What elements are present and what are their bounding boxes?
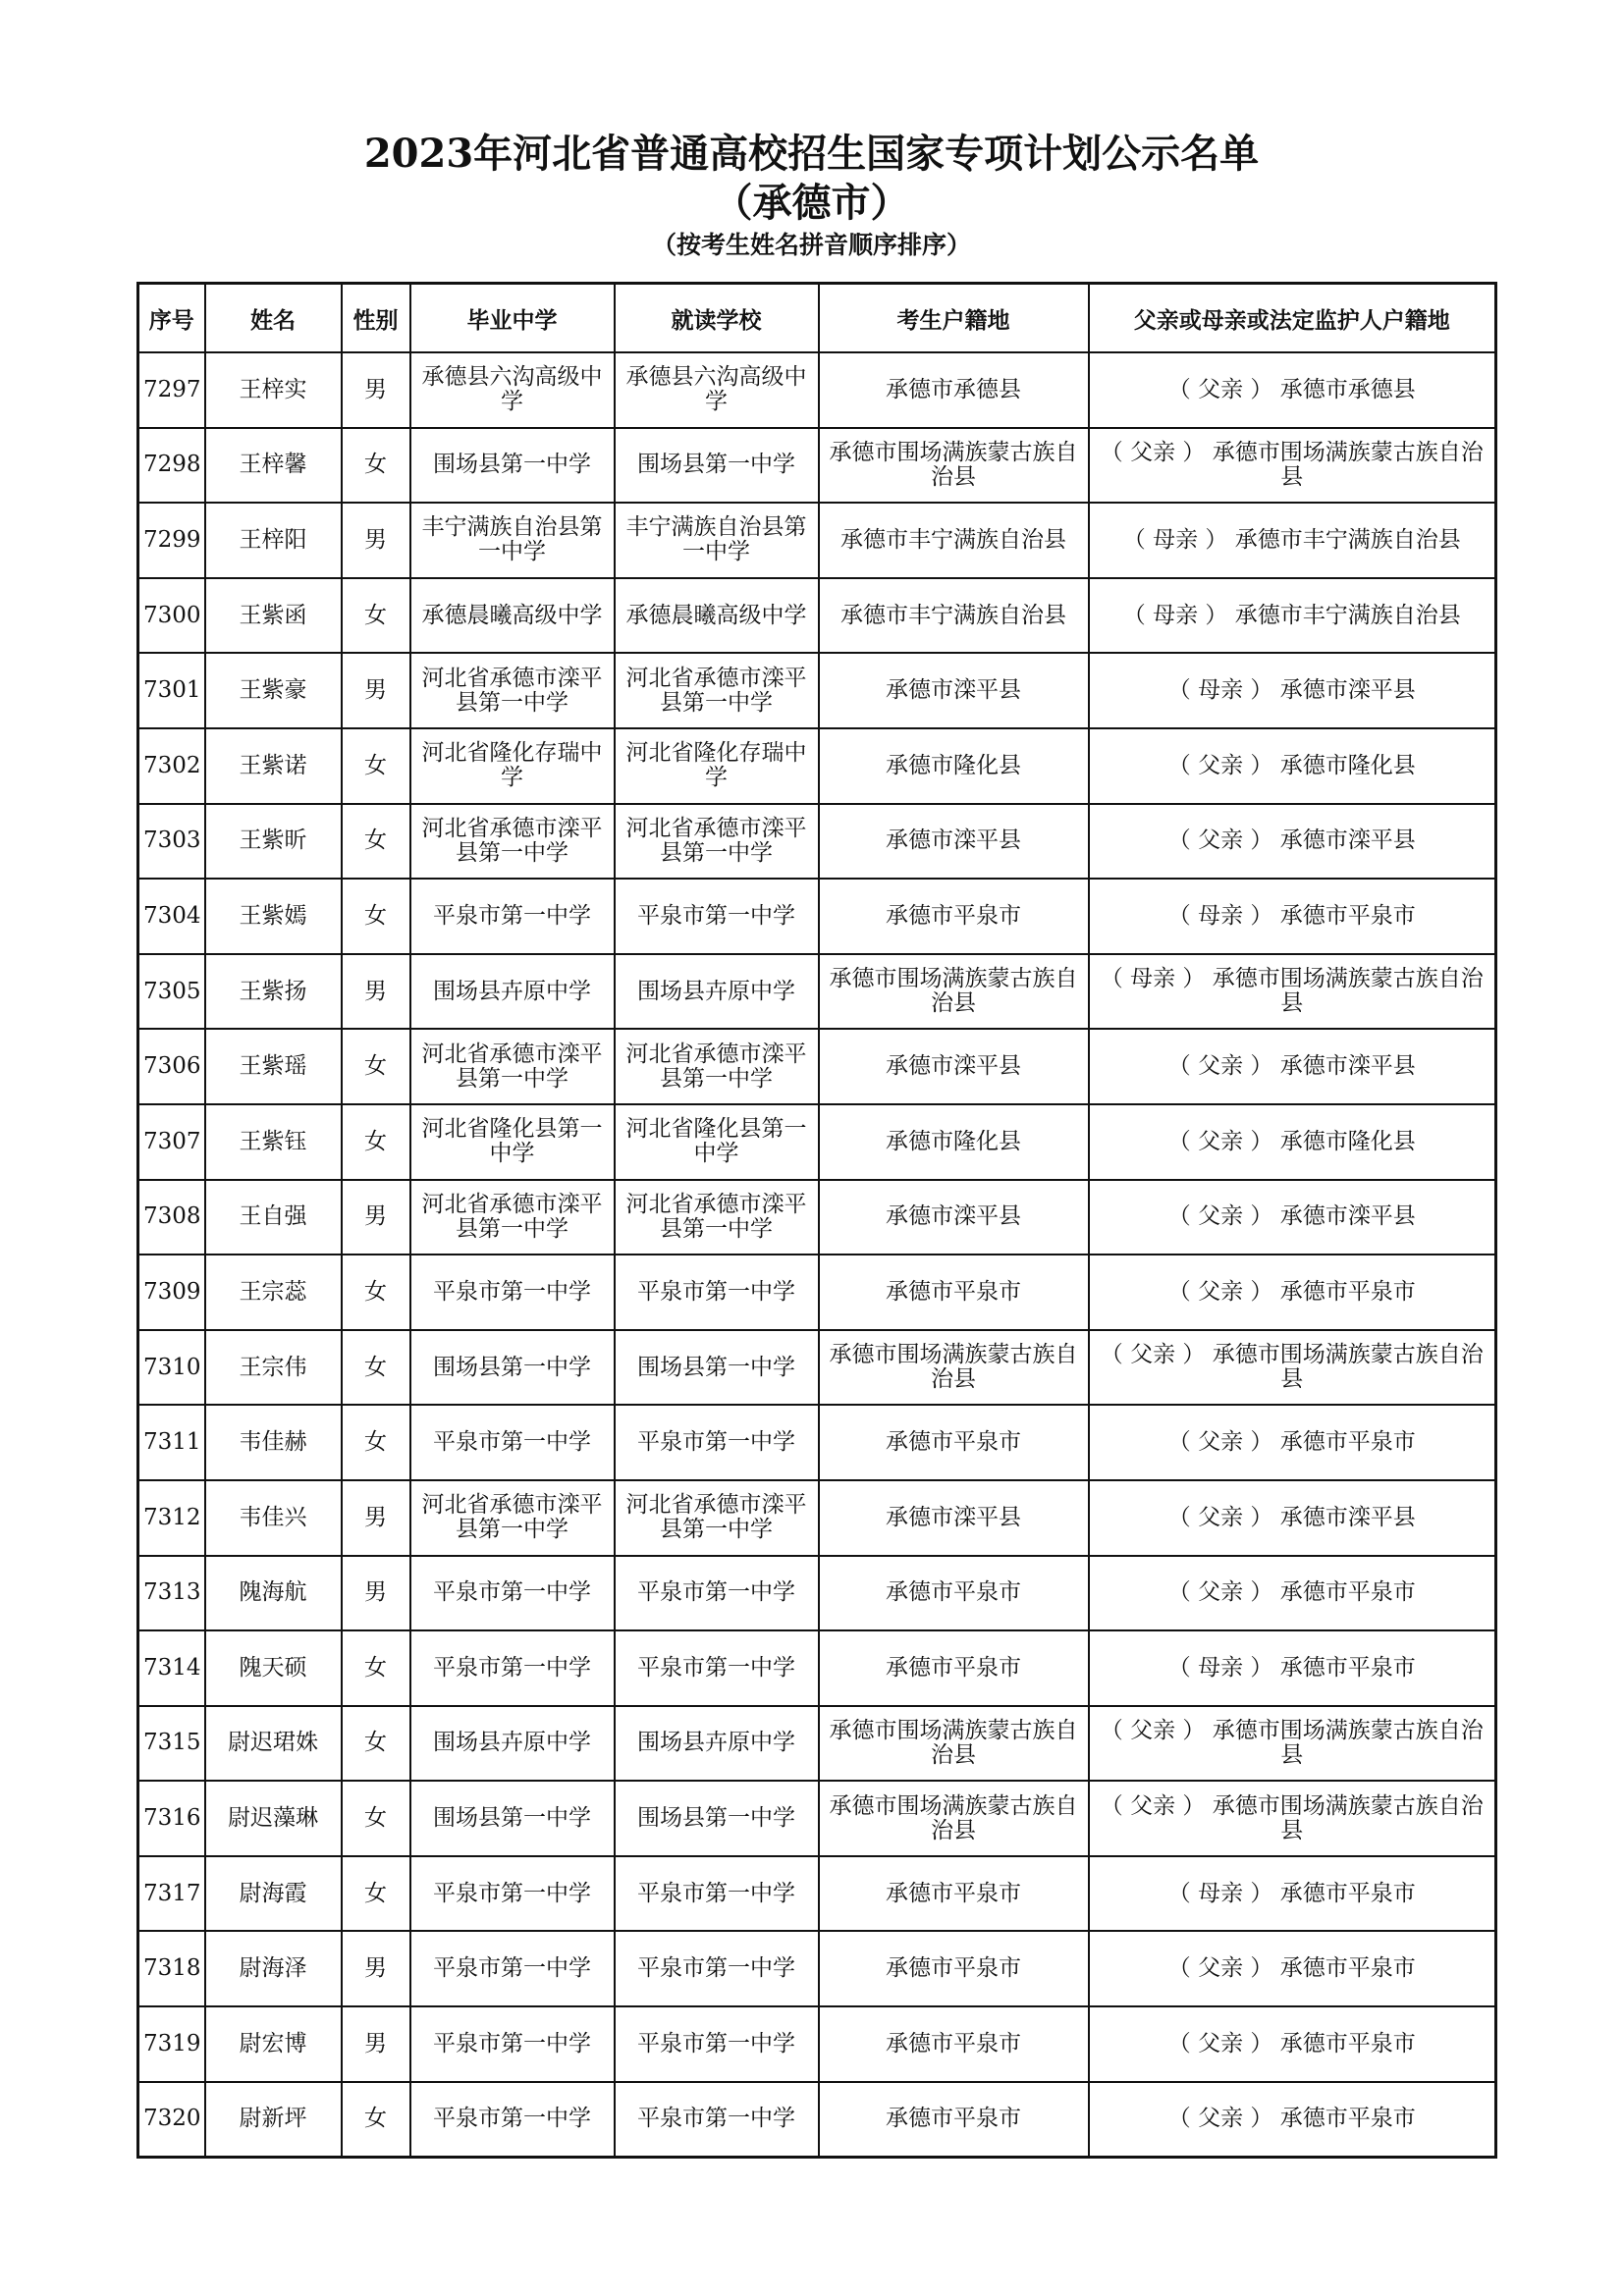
- cell-guardian-hukou: （ 父亲 ） 承德市平泉市: [1089, 2006, 1496, 2082]
- cell-graduation-school: 承德县六沟高级中学: [410, 352, 615, 428]
- cell-gender: 女: [342, 1781, 410, 1856]
- header-current-school: 就读学校: [615, 284, 819, 353]
- cell-graduation-school: 河北省承德市滦平县第一中学: [410, 1029, 615, 1104]
- cell-guardian-hukou: （ 母亲 ） 承德市滦平县: [1089, 653, 1496, 728]
- cell-current-school: 平泉市第一中学: [615, 879, 819, 954]
- cell-graduation-school: 河北省隆化存瑞中学: [410, 728, 615, 804]
- cell-graduation-school: 河北省隆化县第一中学: [410, 1104, 615, 1180]
- table-row: [138, 653, 1496, 728]
- table-row: [138, 1180, 1496, 1255]
- cell-serial: 7307: [138, 1104, 205, 1180]
- cell-serial: 7299: [138, 503, 205, 578]
- cell-gender: 男: [342, 503, 410, 578]
- cell-current-school: 平泉市第一中学: [615, 1856, 819, 1932]
- cell-name: 尉海霞: [205, 1856, 342, 1932]
- table-row: [138, 1029, 1496, 1104]
- cell-candidate-hukou: 承德市滦平县: [819, 1180, 1089, 1255]
- cell-serial: 7309: [138, 1255, 205, 1330]
- cell-guardian-hukou: （ 父亲 ） 承德市滦平县: [1089, 1180, 1496, 1255]
- table-row: [138, 1556, 1496, 1631]
- cell-candidate-hukou: 承德市平泉市: [819, 879, 1089, 954]
- cell-name: 王紫扬: [205, 954, 342, 1030]
- cell-serial: 7303: [138, 804, 205, 880]
- cell-current-school: 平泉市第一中学: [615, 1931, 819, 2006]
- cell-name: 尉宏博: [205, 2006, 342, 2082]
- cell-name: 王紫钰: [205, 1104, 342, 1180]
- cell-guardian-hukou: （ 父亲 ） 承德市平泉市: [1089, 1405, 1496, 1480]
- cell-candidate-hukou: 承德市丰宁满族自治县: [819, 578, 1089, 654]
- cell-guardian-hukou: （ 父亲 ） 承德市平泉市: [1089, 1556, 1496, 1631]
- cell-name: 王紫豪: [205, 653, 342, 728]
- cell-candidate-hukou: 承德市滦平县: [819, 1029, 1089, 1104]
- cell-serial: 7320: [138, 2082, 205, 2158]
- cell-candidate-hukou: 承德市承德县: [819, 352, 1089, 428]
- cell-guardian-hukou: （ 父亲 ） 承德市围场满族蒙古族自治县: [1089, 1781, 1496, 1856]
- cell-candidate-hukou: 承德市滦平县: [819, 1480, 1089, 1556]
- header-serial: 序号: [138, 284, 205, 353]
- cell-graduation-school: 河北省承德市滦平县第一中学: [410, 653, 615, 728]
- cell-guardian-hukou: （ 母亲 ） 承德市平泉市: [1089, 879, 1496, 954]
- cell-current-school: 围场县卉原中学: [615, 1706, 819, 1782]
- cell-serial: 7305: [138, 954, 205, 1030]
- table-header-row: [138, 284, 1496, 353]
- table-row: [138, 1480, 1496, 1556]
- table-row: [138, 1706, 1496, 1782]
- cell-guardian-hukou: （ 母亲 ） 承德市围场满族蒙古族自治县: [1089, 954, 1496, 1030]
- cell-candidate-hukou: 承德市平泉市: [819, 2082, 1089, 2158]
- cell-serial: 7319: [138, 2006, 205, 2082]
- cell-current-school: 河北省承德市滦平县第一中学: [615, 1029, 819, 1104]
- cell-guardian-hukou: （ 父亲 ） 承德市围场满族蒙古族自治县: [1089, 428, 1496, 504]
- cell-guardian-hukou: （ 父亲 ） 承德市承德县: [1089, 352, 1496, 428]
- cell-graduation-school: 平泉市第一中学: [410, 1931, 615, 2006]
- cell-name: 王自强: [205, 1180, 342, 1255]
- table-row: [138, 352, 1496, 428]
- cell-serial: 7301: [138, 653, 205, 728]
- cell-graduation-school: 平泉市第一中学: [410, 1630, 615, 1706]
- cell-gender: 女: [342, 428, 410, 504]
- cell-current-school: 围场县卉原中学: [615, 954, 819, 1030]
- cell-gender: 女: [342, 1630, 410, 1706]
- cell-gender: 女: [342, 1029, 410, 1104]
- table-row: [138, 428, 1496, 504]
- sort-note: （按考生姓名拼音顺序排序）: [651, 231, 971, 259]
- cell-graduation-school: 平泉市第一中学: [410, 879, 615, 954]
- cell-serial: 7317: [138, 1856, 205, 1932]
- cell-current-school: 河北省承德市滦平县第一中学: [615, 1480, 819, 1556]
- cell-gender: 女: [342, 1330, 410, 1406]
- cell-graduation-school: 河北省承德市滦平县第一中学: [410, 804, 615, 880]
- cell-graduation-school: 河北省承德市滦平县第一中学: [410, 1180, 615, 1255]
- table-row: [138, 503, 1496, 578]
- cell-gender: 女: [342, 1255, 410, 1330]
- cell-serial: 7306: [138, 1029, 205, 1104]
- cell-name: 王宗伟: [205, 1330, 342, 1406]
- cell-gender: 女: [342, 578, 410, 654]
- cell-name: 王紫昕: [205, 804, 342, 880]
- cell-graduation-school: 河北省承德市滦平县第一中学: [410, 1480, 615, 1556]
- cell-current-school: 河北省承德市滦平县第一中学: [615, 804, 819, 880]
- table-row: [138, 1781, 1496, 1856]
- cell-candidate-hukou: 承德市平泉市: [819, 2006, 1089, 2082]
- table-row: [138, 2082, 1496, 2158]
- cell-candidate-hukou: 承德市平泉市: [819, 1931, 1089, 2006]
- cell-graduation-school: 平泉市第一中学: [410, 1556, 615, 1631]
- cell-gender: 男: [342, 352, 410, 428]
- header-guardian-hukou: 父亲或母亲或法定监护人户籍地: [1089, 284, 1496, 353]
- cell-candidate-hukou: 承德市围场满族蒙古族自治县: [819, 1330, 1089, 1406]
- cell-current-school: 河北省隆化县第一中学: [615, 1104, 819, 1180]
- cell-serial: 7304: [138, 879, 205, 954]
- cell-graduation-school: 围场县第一中学: [410, 428, 615, 504]
- cell-current-school: 河北省承德市滦平县第一中学: [615, 653, 819, 728]
- cell-graduation-school: 丰宁满族自治县第一中学: [410, 503, 615, 578]
- header-gender: 性别: [342, 284, 410, 353]
- cell-guardian-hukou: （ 父亲 ） 承德市隆化县: [1089, 728, 1496, 804]
- table-row: [138, 879, 1496, 954]
- cell-gender: 男: [342, 1180, 410, 1255]
- cell-name: 王梓实: [205, 352, 342, 428]
- cell-candidate-hukou: 承德市滦平县: [819, 653, 1089, 728]
- document-title: 2023年河北省普通高校招生国家专项计划公示名单: [363, 131, 1260, 177]
- cell-candidate-hukou: 承德市隆化县: [819, 728, 1089, 804]
- cell-graduation-school: 平泉市第一中学: [410, 1405, 615, 1480]
- cell-gender: 男: [342, 1931, 410, 2006]
- cell-graduation-school: 平泉市第一中学: [410, 1255, 615, 1330]
- header-graduation-school: 毕业中学: [410, 284, 615, 353]
- cell-name: 王宗蕊: [205, 1255, 342, 1330]
- cell-serial: 7318: [138, 1931, 205, 2006]
- cell-candidate-hukou: 承德市隆化县: [819, 1104, 1089, 1180]
- table-row: [138, 728, 1496, 804]
- cell-gender: 女: [342, 2082, 410, 2158]
- header-candidate-hukou: 考生户籍地: [819, 284, 1089, 353]
- table-body: [138, 352, 1496, 2158]
- cell-candidate-hukou: 承德市丰宁满族自治县: [819, 503, 1089, 578]
- cell-guardian-hukou: （ 父亲 ） 承德市围场满族蒙古族自治县: [1089, 1330, 1496, 1406]
- cell-name: 隗天硕: [205, 1630, 342, 1706]
- cell-current-school: 平泉市第一中学: [615, 1630, 819, 1706]
- cell-candidate-hukou: 承德市平泉市: [819, 1630, 1089, 1706]
- cell-current-school: 河北省承德市滦平县第一中学: [615, 1180, 819, 1255]
- cell-guardian-hukou: （ 母亲 ） 承德市丰宁满族自治县: [1089, 578, 1496, 654]
- cell-guardian-hukou: （ 父亲 ） 承德市隆化县: [1089, 1104, 1496, 1180]
- cell-serial: 7316: [138, 1781, 205, 1856]
- cell-candidate-hukou: 承德市平泉市: [819, 1405, 1089, 1480]
- cell-gender: 女: [342, 1706, 410, 1782]
- cell-serial: 7310: [138, 1330, 205, 1406]
- cell-graduation-school: 平泉市第一中学: [410, 1856, 615, 1932]
- cell-gender: 女: [342, 1856, 410, 1932]
- cell-graduation-school: 围场县卉原中学: [410, 954, 615, 1030]
- cell-candidate-hukou: 承德市平泉市: [819, 1255, 1089, 1330]
- cell-candidate-hukou: 承德市围场满族蒙古族自治县: [819, 954, 1089, 1030]
- cell-name: 尉迟藻琳: [205, 1781, 342, 1856]
- cell-guardian-hukou: （ 父亲 ） 承德市滦平县: [1089, 804, 1496, 880]
- cell-current-school: 平泉市第一中学: [615, 1255, 819, 1330]
- cell-guardian-hukou: （ 母亲 ） 承德市丰宁满族自治县: [1089, 503, 1496, 578]
- cell-name: 王紫诺: [205, 728, 342, 804]
- cell-candidate-hukou: 承德市平泉市: [819, 1856, 1089, 1932]
- cell-serial: 7300: [138, 578, 205, 654]
- cell-graduation-school: 平泉市第一中学: [410, 2006, 615, 2082]
- cell-graduation-school: 平泉市第一中学: [410, 2082, 615, 2158]
- cell-candidate-hukou: 承德市围场满族蒙古族自治县: [819, 1706, 1089, 1782]
- cell-serial: 7311: [138, 1405, 205, 1480]
- cell-gender: 女: [342, 1104, 410, 1180]
- cell-serial: 7298: [138, 428, 205, 504]
- cell-gender: 女: [342, 1405, 410, 1480]
- table-row: [138, 1405, 1496, 1480]
- cell-serial: 7297: [138, 352, 205, 428]
- table-row: [138, 1330, 1496, 1406]
- cell-serial: 7312: [138, 1480, 205, 1556]
- cell-name: 尉海泽: [205, 1931, 342, 2006]
- cell-name: 隗海航: [205, 1556, 342, 1631]
- cell-current-school: 承德县六沟高级中学: [615, 352, 819, 428]
- table-row: [138, 1104, 1496, 1180]
- cell-current-school: 平泉市第一中学: [615, 1556, 819, 1631]
- table-row: [138, 1856, 1496, 1932]
- cell-gender: 女: [342, 804, 410, 880]
- table-row: [138, 1931, 1496, 2006]
- cell-guardian-hukou: （ 父亲 ） 承德市平泉市: [1089, 1931, 1496, 2006]
- table-row: [138, 2006, 1496, 2082]
- cell-current-school: 平泉市第一中学: [615, 1405, 819, 1480]
- cell-name: 韦佳赫: [205, 1405, 342, 1480]
- cell-gender: 女: [342, 728, 410, 804]
- cell-graduation-school: 围场县卉原中学: [410, 1706, 615, 1782]
- cell-name: 王紫函: [205, 578, 342, 654]
- cell-guardian-hukou: （ 父亲 ） 承德市滦平县: [1089, 1029, 1496, 1104]
- cell-gender: 男: [342, 653, 410, 728]
- cell-serial: 7313: [138, 1556, 205, 1631]
- cell-serial: 7315: [138, 1706, 205, 1782]
- cell-current-school: 河北省隆化存瑞中学: [615, 728, 819, 804]
- cell-gender: 男: [342, 1480, 410, 1556]
- cell-serial: 7302: [138, 728, 205, 804]
- cell-candidate-hukou: 承德市平泉市: [819, 1556, 1089, 1631]
- cell-gender: 男: [342, 954, 410, 1030]
- header-name: 姓名: [205, 284, 342, 353]
- cell-gender: 女: [342, 879, 410, 954]
- cell-candidate-hukou: 承德市滦平县: [819, 804, 1089, 880]
- cell-serial: 7314: [138, 1630, 205, 1706]
- cell-gender: 男: [342, 2006, 410, 2082]
- cell-guardian-hukou: （ 父亲 ） 承德市滦平县: [1089, 1480, 1496, 1556]
- cell-graduation-school: 围场县第一中学: [410, 1781, 615, 1856]
- cell-current-school: 平泉市第一中学: [615, 2006, 819, 2082]
- cell-gender: 男: [342, 1556, 410, 1631]
- table-row: [138, 954, 1496, 1030]
- cell-candidate-hukou: 承德市围场满族蒙古族自治县: [819, 1781, 1089, 1856]
- cell-name: 王梓馨: [205, 428, 342, 504]
- cell-name: 王紫嫣: [205, 879, 342, 954]
- cell-guardian-hukou: （ 父亲 ） 承德市平泉市: [1089, 1255, 1496, 1330]
- cell-guardian-hukou: （ 父亲 ） 承德市围场满族蒙古族自治县: [1089, 1706, 1496, 1782]
- cell-current-school: 丰宁满族自治县第一中学: [615, 503, 819, 578]
- document-subtitle: （承德市）: [713, 180, 910, 226]
- cell-name: 韦佳兴: [205, 1480, 342, 1556]
- table-row: [138, 804, 1496, 880]
- cell-current-school: 围场县第一中学: [615, 1330, 819, 1406]
- table-row: [138, 1255, 1496, 1330]
- table-row: [138, 578, 1496, 654]
- cell-guardian-hukou: （ 母亲 ） 承德市平泉市: [1089, 1856, 1496, 1932]
- cell-current-school: 承德晨曦高级中学: [615, 578, 819, 654]
- cell-graduation-school: 承德晨曦高级中学: [410, 578, 615, 654]
- cell-current-school: 围场县第一中学: [615, 428, 819, 504]
- cell-guardian-hukou: （ 母亲 ） 承德市平泉市: [1089, 1630, 1496, 1706]
- cell-current-school: 平泉市第一中学: [615, 2082, 819, 2158]
- cell-candidate-hukou: 承德市围场满族蒙古族自治县: [819, 428, 1089, 504]
- cell-name: 王紫瑶: [205, 1029, 342, 1104]
- table-row: [138, 1630, 1496, 1706]
- cell-name: 王梓阳: [205, 503, 342, 578]
- cell-serial: 7308: [138, 1180, 205, 1255]
- cell-graduation-school: 围场县第一中学: [410, 1330, 615, 1406]
- cell-name: 尉迟珺姝: [205, 1706, 342, 1782]
- cell-name: 尉新坪: [205, 2082, 342, 2158]
- cell-guardian-hukou: （ 父亲 ） 承德市平泉市: [1089, 2082, 1496, 2158]
- candidate-table: [136, 282, 1497, 2159]
- cell-current-school: 围场县第一中学: [615, 1781, 819, 1856]
